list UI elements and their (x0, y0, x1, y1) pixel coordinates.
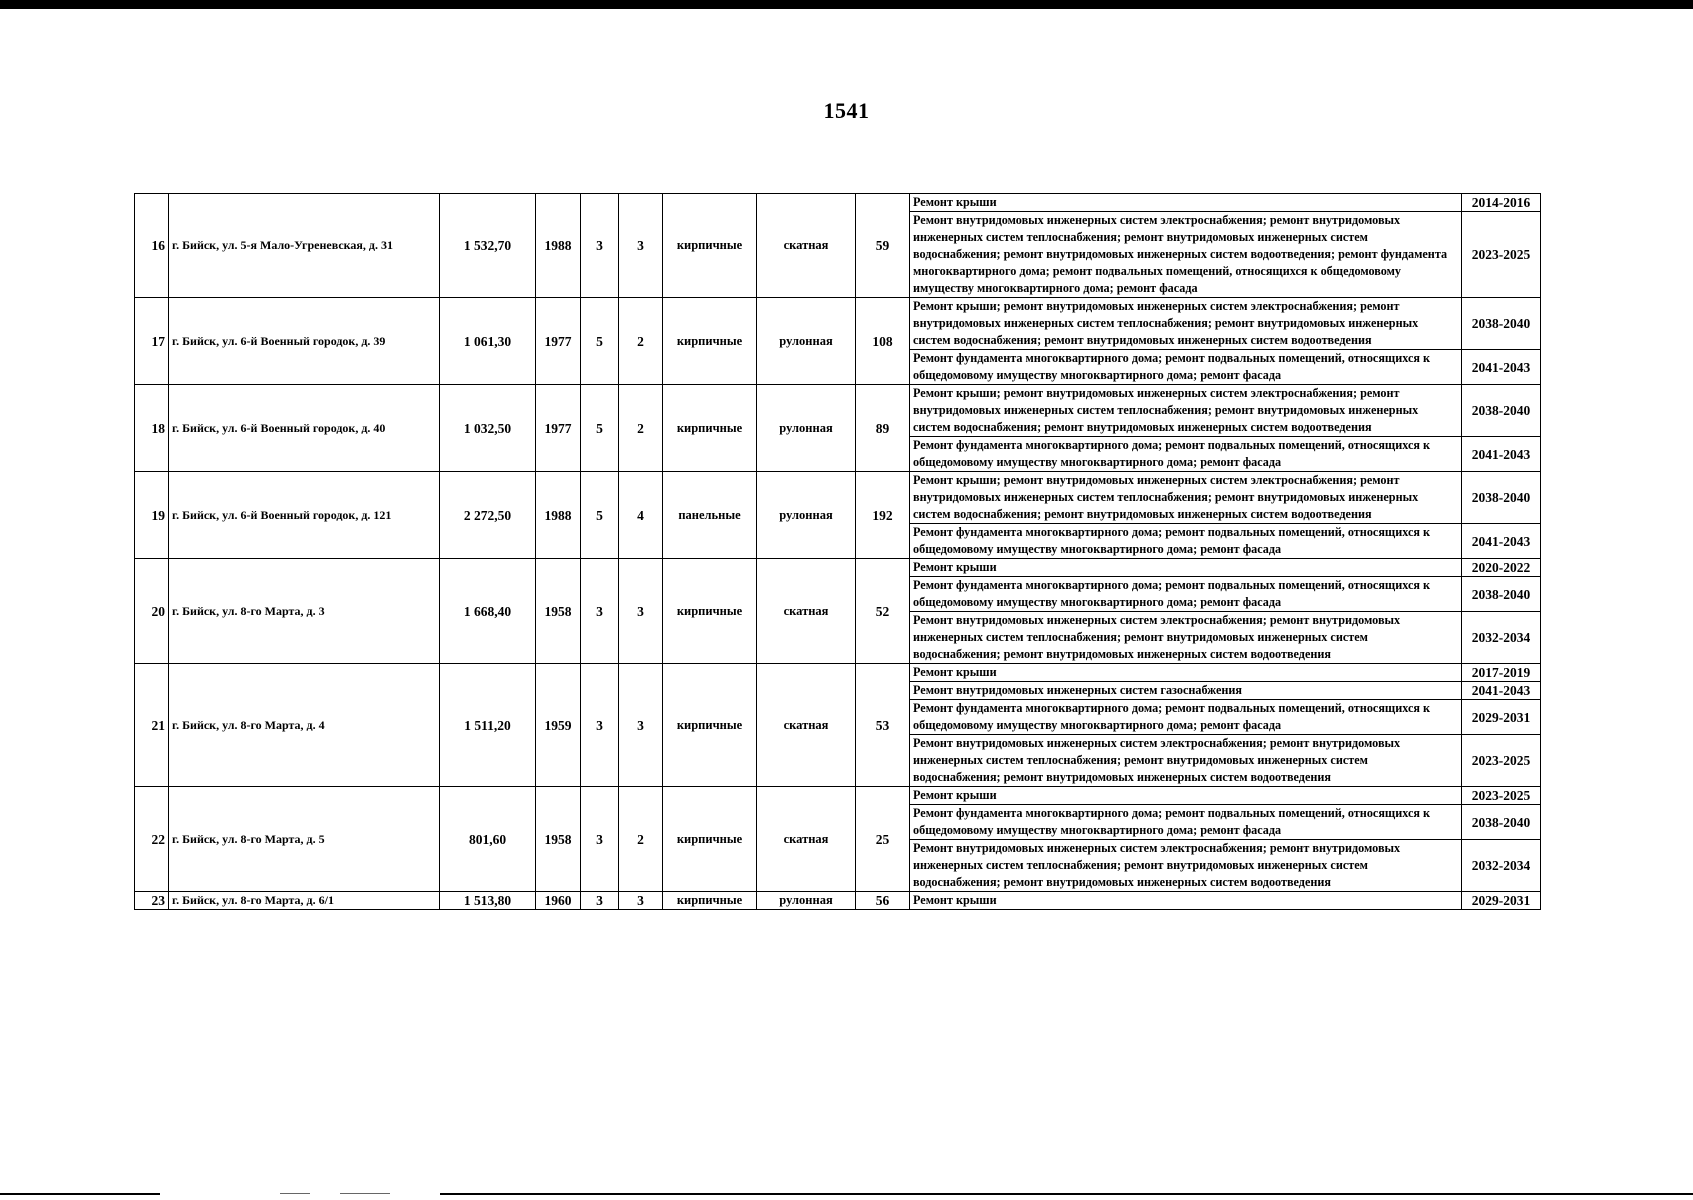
repair-period: 2020-2022 (1462, 559, 1541, 577)
building-residents: 89 (856, 385, 910, 472)
building-entrances: 2 (619, 787, 663, 892)
scan-top-border (0, 0, 1693, 9)
building-area: 1 513,80 (440, 892, 536, 910)
page-number: 1541 (823, 98, 870, 123)
building-floors: 3 (581, 559, 619, 664)
building-address: г. Бийск, ул. 8-го Марта, д. 5 (169, 787, 440, 892)
building-entrances: 3 (619, 664, 663, 787)
table-row (135, 559, 1541, 577)
building-area: 2 272,50 (440, 472, 536, 559)
building-roof: скатная (757, 194, 856, 298)
building-floors: 5 (581, 385, 619, 472)
building-residents: 192 (856, 472, 910, 559)
repair-period: 2038-2040 (1462, 298, 1541, 350)
repair-period: 2041-2043 (1462, 524, 1541, 559)
building-walls: кирпичные (663, 787, 757, 892)
building-year: 1959 (536, 664, 581, 787)
repair-work-description: Ремонт крыши; ремонт внутридомовых инженерных систем электроснабжения; ремонт внутридомовых инженерных систем теплоснабжения; ремонт внутридомовых инженерных систем водоснабжения; ремонт внутридомовых инженерных систем водоотведения (910, 298, 1462, 350)
building-entrances: 3 (619, 892, 663, 910)
building-year: 1988 (536, 472, 581, 559)
repair-work-description: Ремонт внутридомовых инженерных систем электроснабжения; ремонт внутридомовых инженерных систем теплоснабжения; ремонт внутридомовых инженерных систем водоснабжения; ремонт внутридомовых инженерных систем водоотведения; ремонт фундамента многоквартирного дома; ремонт подвальных помещений, относящихся к общедомовому имуществу многоквартирного дома; ремонт фасада (910, 212, 1462, 298)
building-roof: рулонная (757, 472, 856, 559)
scan-artifact (340, 1193, 390, 1194)
repair-work-description: Ремонт внутридомовых инженерных систем электроснабжения; ремонт внутридомовых инженерных систем теплоснабжения; ремонт внутридомовых инженерных систем водоснабжения; ремонт внутридомовых инженерных систем водоотведения (910, 735, 1462, 787)
repair-work-description: Ремонт крыши (910, 787, 1462, 805)
building-address: г. Бийск, ул. 8-го Марта, д. 4 (169, 664, 440, 787)
building-area: 1 061,30 (440, 298, 536, 385)
repair-period: 2023-2025 (1462, 735, 1541, 787)
building-roof: рулонная (757, 298, 856, 385)
repair-work-description: Ремонт фундамента многоквартирного дома; ремонт подвальных помещений, относящихся к общедомовому имуществу многоквартирного дома; ремонт фасада (910, 577, 1462, 612)
building-walls: кирпичные (663, 385, 757, 472)
building-entrances: 3 (619, 559, 663, 664)
building-residents: 52 (856, 559, 910, 664)
repair-work-description: Ремонт внутридомовых инженерных систем газоснабжения (910, 682, 1462, 700)
building-residents: 56 (856, 892, 910, 910)
repair-work-description: Ремонт внутридомовых инженерных систем электроснабжения; ремонт внутридомовых инженерных систем теплоснабжения; ремонт внутридомовых инженерных систем водоснабжения; ремонт внутридомовых инженерных систем водоотведения (910, 612, 1462, 664)
building-floors: 3 (581, 194, 619, 298)
scan-bottom-edge (0, 1193, 160, 1195)
building-area: 1 032,50 (440, 385, 536, 472)
building-address: г. Бийск, ул. 6-й Военный городок, д. 121 (169, 472, 440, 559)
building-number: 18 (135, 385, 169, 472)
building-walls: панельные (663, 472, 757, 559)
building-number: 16 (135, 194, 169, 298)
scan-bottom-edge (440, 1193, 1693, 1195)
building-residents: 108 (856, 298, 910, 385)
scan-artifact (280, 1193, 310, 1194)
table-row (135, 385, 1541, 437)
building-walls: кирпичные (663, 892, 757, 910)
building-entrances: 3 (619, 194, 663, 298)
building-address: г. Бийск, ул. 8-го Марта, д. 3 (169, 559, 440, 664)
repair-period: 2023-2025 (1462, 787, 1541, 805)
building-floors: 3 (581, 892, 619, 910)
building-area: 1 532,70 (440, 194, 536, 298)
repair-work-description: Ремонт крыши (910, 664, 1462, 682)
building-number: 19 (135, 472, 169, 559)
building-number: 21 (135, 664, 169, 787)
building-year: 1977 (536, 385, 581, 472)
building-year: 1988 (536, 194, 581, 298)
repair-period: 2017-2019 (1462, 664, 1541, 682)
table-row (135, 892, 1541, 910)
repair-work-description: Ремонт крыши (910, 559, 1462, 577)
building-address: г. Бийск, ул. 6-й Военный городок, д. 39 (169, 298, 440, 385)
building-roof: рулонная (757, 892, 856, 910)
repair-work-description: Ремонт крыши; ремонт внутридомовых инженерных систем электроснабжения; ремонт внутридомовых инженерных систем теплоснабжения; ремонт внутридомовых инженерных систем водоснабжения; ремонт внутридомовых инженерных систем водоотведения (910, 472, 1462, 524)
repair-work-description: Ремонт фундамента многоквартирного дома; ремонт подвальных помещений, относящихся к общедомовому имуществу многоквартирного дома; ремонт фасада (910, 437, 1462, 472)
repair-period: 2032-2034 (1462, 840, 1541, 892)
repair-period: 2029-2031 (1462, 700, 1541, 735)
building-area: 801,60 (440, 787, 536, 892)
repair-period: 2038-2040 (1462, 577, 1541, 612)
building-entrances: 2 (619, 298, 663, 385)
building-area: 1 511,20 (440, 664, 536, 787)
repair-work-description: Ремонт фундамента многоквартирного дома; ремонт подвальных помещений, относящихся к общедомовому имуществу многоквартирного дома; ремонт фасада (910, 524, 1462, 559)
building-year: 1958 (536, 787, 581, 892)
building-residents: 25 (856, 787, 910, 892)
building-address: г. Бийск, ул. 8-го Марта, д. 6/1 (169, 892, 440, 910)
repair-period: 2032-2034 (1462, 612, 1541, 664)
building-number: 23 (135, 892, 169, 910)
building-walls: кирпичные (663, 664, 757, 787)
repair-period: 2038-2040 (1462, 385, 1541, 437)
building-entrances: 2 (619, 385, 663, 472)
repair-period: 2014-2016 (1462, 194, 1541, 212)
building-floors: 3 (581, 664, 619, 787)
building-year: 1958 (536, 559, 581, 664)
table-body (135, 194, 1541, 910)
repair-work-description: Ремонт фундамента многоквартирного дома; ремонт подвальных помещений, относящихся к общедомовому имуществу многоквартирного дома; ремонт фасада (910, 350, 1462, 385)
building-roof: рулонная (757, 385, 856, 472)
repair-work-description: Ремонт фундамента многоквартирного дома; ремонт подвальных помещений, относящихся к общедомовому имуществу многоквартирного дома; ремонт фасада (910, 805, 1462, 840)
building-area: 1 668,40 (440, 559, 536, 664)
building-address: г. Бийск, ул. 6-й Военный городок, д. 40 (169, 385, 440, 472)
building-year: 1977 (536, 298, 581, 385)
repair-work-description: Ремонт крыши; ремонт внутридомовых инженерных систем электроснабжения; ремонт внутридомовых инженерных систем теплоснабжения; ремонт внутридомовых инженерных систем водоснабжения; ремонт внутридомовых инженерных систем водоотведения (910, 385, 1462, 437)
repair-work-description: Ремонт крыши (910, 194, 1462, 212)
building-floors: 3 (581, 787, 619, 892)
building-walls: кирпичные (663, 194, 757, 298)
table-row (135, 787, 1541, 805)
table-row (135, 664, 1541, 682)
building-roof: скатная (757, 787, 856, 892)
table-row (135, 194, 1541, 212)
repair-period: 2029-2031 (1462, 892, 1541, 910)
building-roof: скатная (757, 559, 856, 664)
repair-period: 2041-2043 (1462, 437, 1541, 472)
repair-period: 2038-2040 (1462, 472, 1541, 524)
building-residents: 53 (856, 664, 910, 787)
table-row (135, 472, 1541, 524)
repair-work-description: Ремонт крыши (910, 892, 1462, 910)
repair-period: 2041-2043 (1462, 682, 1541, 700)
table-row (135, 298, 1541, 350)
building-walls: кирпичные (663, 559, 757, 664)
building-entrances: 4 (619, 472, 663, 559)
building-roof: скатная (757, 664, 856, 787)
repair-period: 2023-2025 (1462, 212, 1541, 298)
building-number: 22 (135, 787, 169, 892)
building-floors: 5 (581, 298, 619, 385)
repair-period: 2041-2043 (1462, 350, 1541, 385)
building-year: 1960 (536, 892, 581, 910)
building-address: г. Бийск, ул. 5-я Мало-Угреневская, д. 31 (169, 194, 440, 298)
building-floors: 5 (581, 472, 619, 559)
repair-schedule-table (134, 193, 1541, 910)
building-number: 20 (135, 559, 169, 664)
repair-work-description: Ремонт фундамента многоквартирного дома; ремонт подвальных помещений, относящихся к общедомовому имуществу многоквартирного дома; ремонт фасада (910, 700, 1462, 735)
building-residents: 59 (856, 194, 910, 298)
building-number: 17 (135, 298, 169, 385)
repair-work-description: Ремонт внутридомовых инженерных систем электроснабжения; ремонт внутридомовых инженерных систем теплоснабжения; ремонт внутридомовых инженерных систем водоснабжения; ремонт внутридомовых инженерных систем водоотведения (910, 840, 1462, 892)
building-walls: кирпичные (663, 298, 757, 385)
repair-period: 2038-2040 (1462, 805, 1541, 840)
